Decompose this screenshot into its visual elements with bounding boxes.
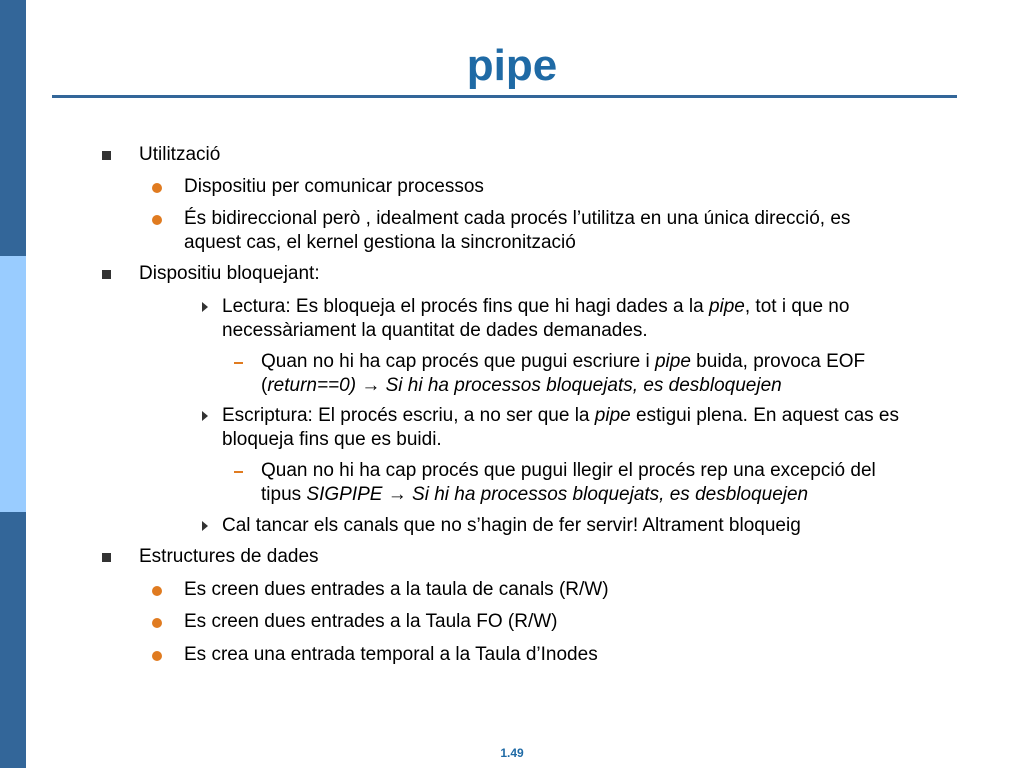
bullet-text: Es creen dues entrades a la taula de canals (R/W) — [184, 579, 609, 600]
bullet-text-line1: Escriptura: El procés escriu, a no ser que la pipe estigui plena. En aquest cas es — [222, 405, 900, 426]
bullet-estructures — [139, 545, 319, 569]
bullet-text-line2: aquest cas, el kernel gestiona la sincronització — [184, 232, 576, 253]
page-number: 1.49 — [500, 746, 524, 760]
bullet-text-line2: bloqueja fins que es buidi. — [222, 429, 442, 450]
bullet-text-line1: És bidireccional però , idealment cada procés l’utilitza en una única direcció, es — [184, 208, 851, 229]
sub-bullet-bidireccional — [184, 207, 850, 255]
dash-bullet-icon — [234, 471, 243, 473]
square-bullet-icon — [102, 151, 111, 160]
slide-title: pipe — [466, 41, 558, 90]
dash-bullet-icon — [234, 362, 243, 364]
sub-bullet-taula-canals — [184, 578, 609, 602]
bullet-text: Estructures de dades — [139, 546, 319, 567]
square-bullet-icon — [102, 553, 111, 562]
sub-bullet-lectura — [222, 295, 849, 343]
arrow-icon: → — [382, 484, 413, 505]
bullet-text-line1: Lectura: Es bloqueja el procés fins que hi hagi dades a la pipe, tot i que no — [222, 296, 850, 317]
bullet-bloquejant — [139, 262, 320, 286]
triangle-bullet-icon — [202, 302, 208, 312]
dot-bullet-icon — [152, 215, 162, 225]
bullet-text-line2: tipus SIGPIPE → Si hi ha processos bloquejats, es desbloquejen — [261, 484, 809, 505]
bullet-text-line2: (return==0) → Si hi ha processos bloquejats, es desbloquejen — [261, 375, 782, 396]
bullet-text: Utilització — [139, 144, 221, 165]
bullet-text: Es creen dues entrades a la Taula FO (R/W) — [184, 611, 558, 632]
dot-bullet-icon — [152, 183, 162, 193]
bullet-text: Es crea una entrada temporal a la Taula d’Inodes — [184, 644, 598, 665]
sub-bullet-taula-inodes — [184, 643, 598, 667]
sub-sub-bullet-eof — [261, 350, 865, 398]
dot-bullet-icon — [152, 618, 162, 628]
bullet-text: Cal tancar els canals que no s’hagin de fer servir! Altrament bloqueig — [222, 515, 801, 536]
triangle-bullet-icon — [202, 411, 208, 421]
square-bullet-icon — [102, 270, 111, 279]
dot-bullet-icon — [152, 586, 162, 596]
triangle-bullet-icon — [202, 521, 208, 531]
bullet-utilitzacio — [139, 143, 220, 167]
bullet-text-line2: necessàriament la quantitat de dades demanades. — [222, 320, 648, 341]
bullet-text-line1: Quan no hi ha cap procés que pugui llegir el procés rep una excepció del — [261, 460, 876, 481]
sub-bullet-escriptura — [222, 404, 899, 452]
dot-bullet-icon — [152, 651, 162, 661]
sub-bullet-taula-fo — [184, 610, 557, 634]
bullet-text: Dispositiu per comunicar processos — [184, 176, 484, 197]
sub-sub-bullet-sigpipe — [261, 459, 876, 507]
sub-bullet-tancar — [222, 514, 801, 538]
bullet-text: Dispositiu bloquejant: — [139, 263, 320, 284]
bullet-text-line1: Quan no hi ha cap procés que pugui escriure i pipe buida, provoca EOF — [261, 351, 866, 372]
sub-bullet-comunicar — [184, 175, 484, 199]
arrow-icon: → — [356, 375, 386, 396]
